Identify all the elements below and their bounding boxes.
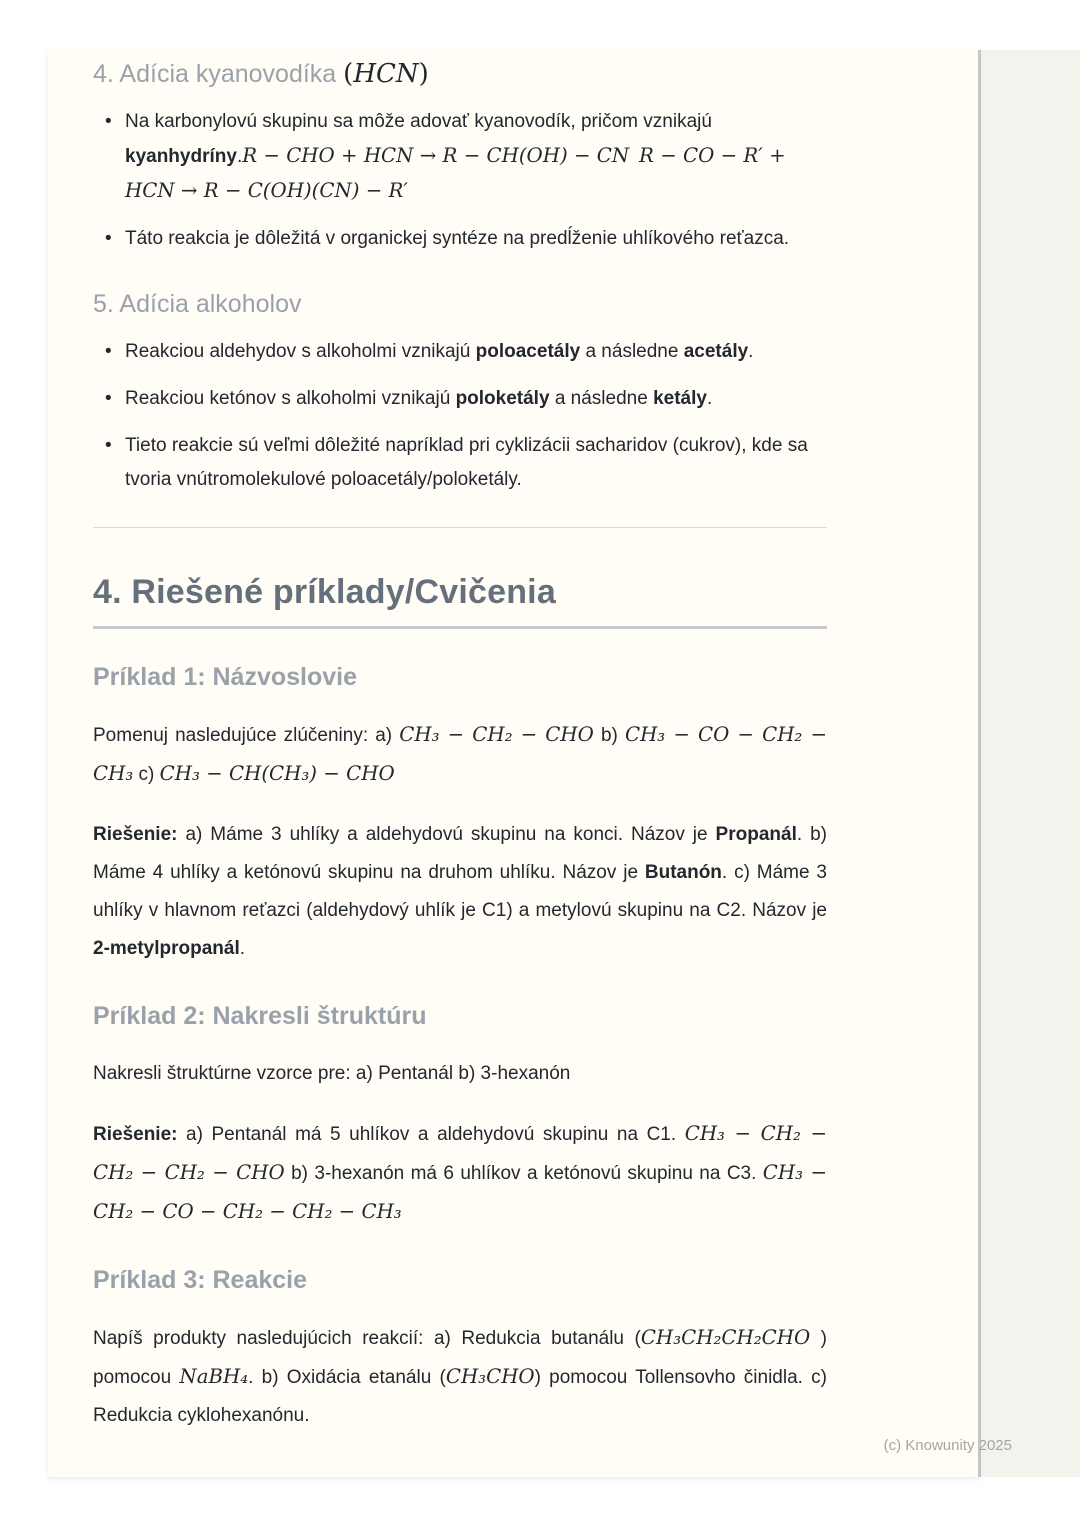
adjacent-page-strip xyxy=(978,50,1080,1477)
copyright-footer: (c) Knowunity 2025 xyxy=(883,1437,1012,1454)
exercises-title: 4. Riešené príklady/Cvičenia xyxy=(93,573,556,611)
bullet-item: • Táto reakcia je dôležitá v organickej syntéze na predĺženie uhlíkového reťazca. xyxy=(93,222,827,256)
example1-solution: Riešenie: a) Máme 3 uhlíky a aldehydovú skupinu na konci. Názov je Propanál. b) Máme 4 uhlíky a ketónovú skupinu na druhom uhlíku. Názov je Butanón. c) Máme 3 uhlíky v hlavnom reťazci (aldehydový uhlík je C1) a metylovú skupinu na C2. Názov je 2-metylpropanál. xyxy=(93,824,827,959)
example3-heading: Príklad 3: Reakcie xyxy=(93,1266,308,1294)
example2-problem: Nakresli štruktúrne vzorce pre: a) Pentanál b) 3-hexanón xyxy=(93,1063,571,1084)
example2-solution: Riešenie: a) Pentanál má 5 uhlíkov a aldehydovú skupinu na C1. CH₃ − CH₂ − CH₂ − CH₂ − CHO b) 3-hexanón má 6 uhlíkov a ketónovú skupinu na C3. CH₃ − CH₂ − CO − CH₂ − CH₂ − CH₃ xyxy=(93,1122,827,1223)
section-divider xyxy=(93,527,827,528)
bullet-item: • Na karbonylovú skupinu sa môže adovať kyanovodík, pričom vznikajú kyanhydríny.R − CHO + HCN → R − CH(OH) − CN R − CO − R′ + HCN → R − C(OH)(CN) − R′ xyxy=(93,105,827,209)
example1-problem: Pomenuj nasledujúce zlúčeniny: a) CH₃ − CH₂ − CHO b) CH₃ − CO − CH₂ − CH₃ c) CH₃ − CH(CH₃) − CHO xyxy=(93,723,827,785)
hcn-bullet-list xyxy=(93,105,827,256)
example3-problem: Napíš produkty nasledujúcich reakcií: a) Redukcia butanálu (CH₃CH₂CH₂CHO ) pomocou NaBH₄. b) Oxidácia etanálu (CH₃CHO) pomocou Tollensovho činidla. c) Redukcia cyklohexanónu. xyxy=(93,1326,828,1426)
bullet-item: • Reakciou ketónov s alkoholmi vznikajú poloketály a následne ketály. xyxy=(93,382,827,416)
content-column xyxy=(93,58,827,1435)
document-page xyxy=(48,50,978,1477)
alkoholy-bullet-list xyxy=(93,335,827,497)
bullet-item: • Tieto reakcie sú veľmi dôležité napríklad pri cyklizácii sacharidov (cukrov), kde sa tvoria vnútromolekulové poloacetály/poloketály. xyxy=(93,429,827,497)
bullet-item: • Reakciou aldehydov s alkoholmi vznikajú poloacetály a následne acetály. xyxy=(93,335,827,369)
section-heading-adicia-kyanovodika: 4. Adícia kyanovodíka (HCN) xyxy=(93,59,429,89)
example1-heading: Príklad 1: Názvoslovie xyxy=(93,663,358,691)
exercises-title-underline xyxy=(93,626,827,629)
section-heading-adicia-alkoholov: 5. Adícia alkoholov xyxy=(93,290,302,318)
example2-heading: Príklad 2: Nakresli štruktúru xyxy=(93,1002,427,1030)
